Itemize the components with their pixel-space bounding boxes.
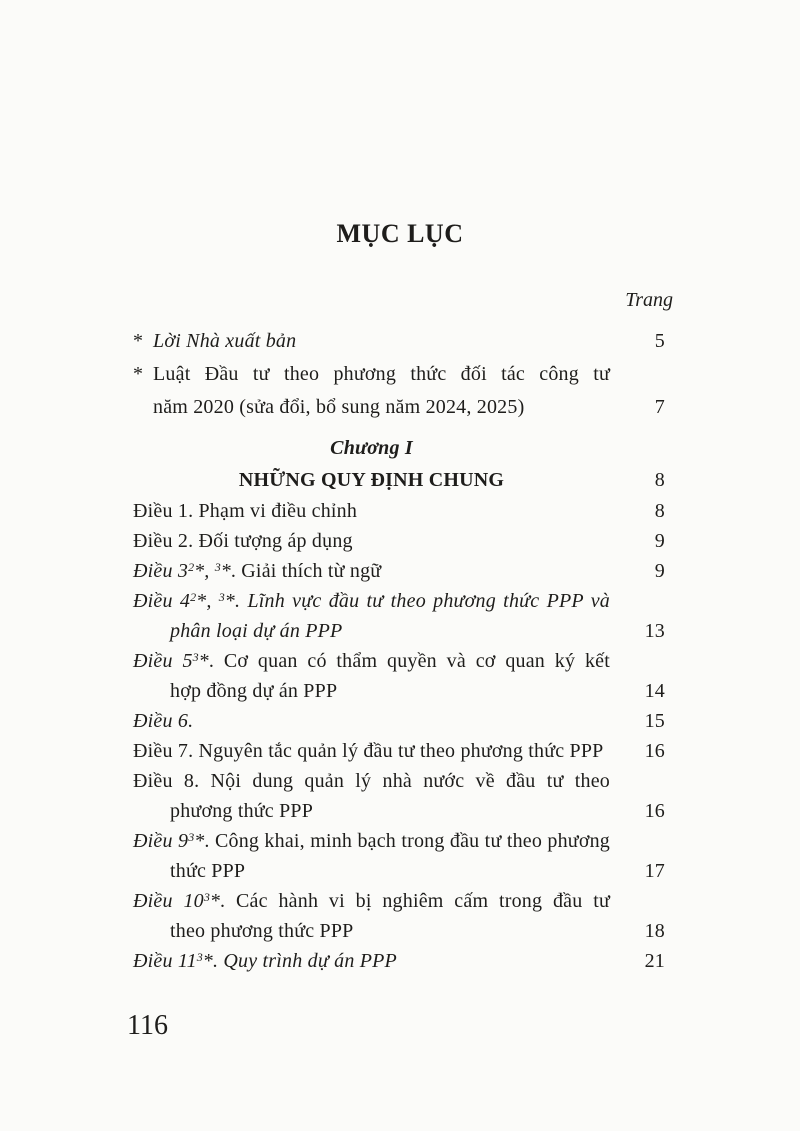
toc-lines — [133, 325, 665, 976]
toc-row — [133, 856, 665, 886]
toc-row — [133, 826, 665, 856]
toc-heading-row — [133, 432, 665, 464]
text-segment: Điều 4 — [133, 590, 191, 612]
page-number: 8 — [654, 500, 665, 522]
text-segment: Điều 11 — [133, 950, 197, 972]
toc-entry-text — [133, 464, 625, 496]
page-number: 16 — [644, 800, 665, 822]
toc-row — [133, 586, 665, 616]
page-number: 13 — [644, 620, 665, 642]
toc-entry-text — [133, 946, 625, 976]
toc-row — [133, 766, 665, 796]
page-number: 9 — [654, 560, 665, 582]
toc-entry-text — [133, 586, 625, 616]
text-segment: * — [198, 650, 209, 672]
toc-row — [133, 646, 665, 676]
text-segment: hợp đồng dự án PPP — [170, 680, 338, 702]
text-segment: . Các hành vi bị nghiêm cấm trong đầu tư — [220, 890, 610, 912]
toc-row — [133, 616, 665, 646]
text-segment: *, — [196, 590, 219, 612]
toc-entry-text — [133, 736, 625, 766]
page-number: 17 — [644, 860, 665, 882]
text-segment: Điều 7. Nguyên tắc quản lý đầu tư theo phương thức PPP — [133, 740, 604, 762]
text-segment: . Công khai, minh bạch trong đầu tư theo phương — [204, 830, 610, 852]
text-segment: Điều 1. Phạm vi điều chỉnh — [133, 500, 358, 522]
page-number: 15 — [644, 710, 665, 732]
text-segment: phương thức PPP — [170, 800, 314, 822]
toc-heading-row — [133, 464, 665, 496]
toc-entry-text — [133, 556, 625, 586]
toc-row — [133, 706, 665, 736]
toc-row — [133, 736, 665, 766]
toc-entry-text — [153, 325, 625, 358]
text-segment: Điều 5 — [133, 650, 193, 672]
footnote-ref: 2 — [188, 560, 195, 574]
text-segment: Lời Nhà xuất bản — [153, 330, 297, 352]
text-segment: *. Lĩnh vực đầu tư theo phương thức PPP và — [224, 590, 610, 612]
toc-row — [133, 796, 665, 826]
text-segment: Điều 6. — [133, 710, 194, 732]
footnote-ref: 3 — [214, 560, 221, 574]
toc-row — [133, 325, 665, 358]
text-segment: Điều 3 — [133, 560, 189, 582]
toc-entry-text — [133, 916, 625, 946]
footnote-ref: 3 — [218, 590, 225, 604]
text-segment: phân loại dự án PPP — [170, 620, 343, 642]
toc-entry-text — [133, 886, 625, 916]
toc-row — [133, 946, 665, 976]
toc-entry-text — [133, 796, 625, 826]
text-segment: * — [194, 830, 205, 852]
toc-entry-text — [133, 646, 625, 676]
footnote-ref: 3 — [192, 650, 199, 664]
toc-row — [133, 496, 665, 526]
toc-entry-text — [133, 432, 625, 464]
text-segment: *, — [194, 560, 215, 582]
toc-entry-text — [133, 526, 625, 556]
text-segment: Điều 8. Nội dung quản lý nhà nước về đầu tư theo — [133, 770, 610, 792]
text-segment: theo phương thức PPP — [170, 920, 354, 942]
text-segment: . Giải thích từ ngữ — [230, 560, 382, 582]
text-segment: NHỮNG QUY ĐỊNH CHUNG — [238, 469, 505, 491]
bullet-marker: * — [133, 363, 144, 385]
text-segment: Điều 9 — [133, 830, 189, 852]
footer-page-number: 116 — [127, 1010, 168, 1041]
text-segment: Điều 10 — [133, 890, 204, 912]
footnote-ref: 3 — [196, 950, 203, 964]
page-number: 7 — [654, 396, 665, 418]
text-segment: Điều 2. Đối tượng áp dụng — [133, 530, 353, 552]
page-number: 16 — [644, 740, 665, 762]
toc-entry-text — [133, 676, 625, 706]
text-segment: *. Quy trình dự án PPP — [202, 950, 397, 972]
toc-entry-text — [153, 358, 625, 391]
bullet-marker: * — [133, 330, 144, 352]
page-column-header: Trang — [625, 289, 673, 311]
toc-entry-text — [133, 856, 625, 886]
page-number: 18 — [644, 920, 665, 942]
text-segment: . Cơ quan có thẩm quyền và cơ quan ký kết — [208, 650, 610, 672]
page-number: 21 — [644, 950, 665, 972]
toc-row — [133, 526, 665, 556]
footnote-ref: 2 — [190, 590, 197, 604]
toc-entry-text — [133, 826, 625, 856]
page-number: 9 — [654, 530, 665, 552]
toc-entry-text — [133, 496, 625, 526]
text-segment: Luật Đầu tư theo phương thức đối tác công tư — [153, 363, 610, 385]
toc-row — [133, 916, 665, 946]
toc-entry-text — [133, 391, 625, 424]
toc-entry-text — [133, 616, 625, 646]
page-number: 5 — [654, 330, 665, 352]
text-segment: Chương I — [330, 437, 413, 459]
toc-entry-text — [133, 706, 625, 736]
toc-row — [133, 391, 665, 424]
toc-entry-text — [133, 766, 625, 796]
page-number: 8 — [654, 469, 665, 491]
toc-row — [133, 358, 665, 391]
text-segment: * — [209, 890, 221, 912]
text-segment: * — [220, 560, 231, 582]
toc-row — [133, 676, 665, 706]
page-title: MỤC LỤC — [336, 219, 464, 248]
toc-row — [133, 886, 665, 916]
page-number: 14 — [644, 680, 665, 702]
text-segment: năm 2020 (sửa đổi, bổ sung năm 2024, 2025) — [153, 396, 525, 418]
text-segment: thức PPP — [170, 860, 246, 882]
toc-content — [133, 285, 673, 976]
footnote-ref: 3 — [203, 890, 210, 904]
footnote-ref: 3 — [188, 830, 195, 844]
toc-row — [133, 556, 665, 586]
